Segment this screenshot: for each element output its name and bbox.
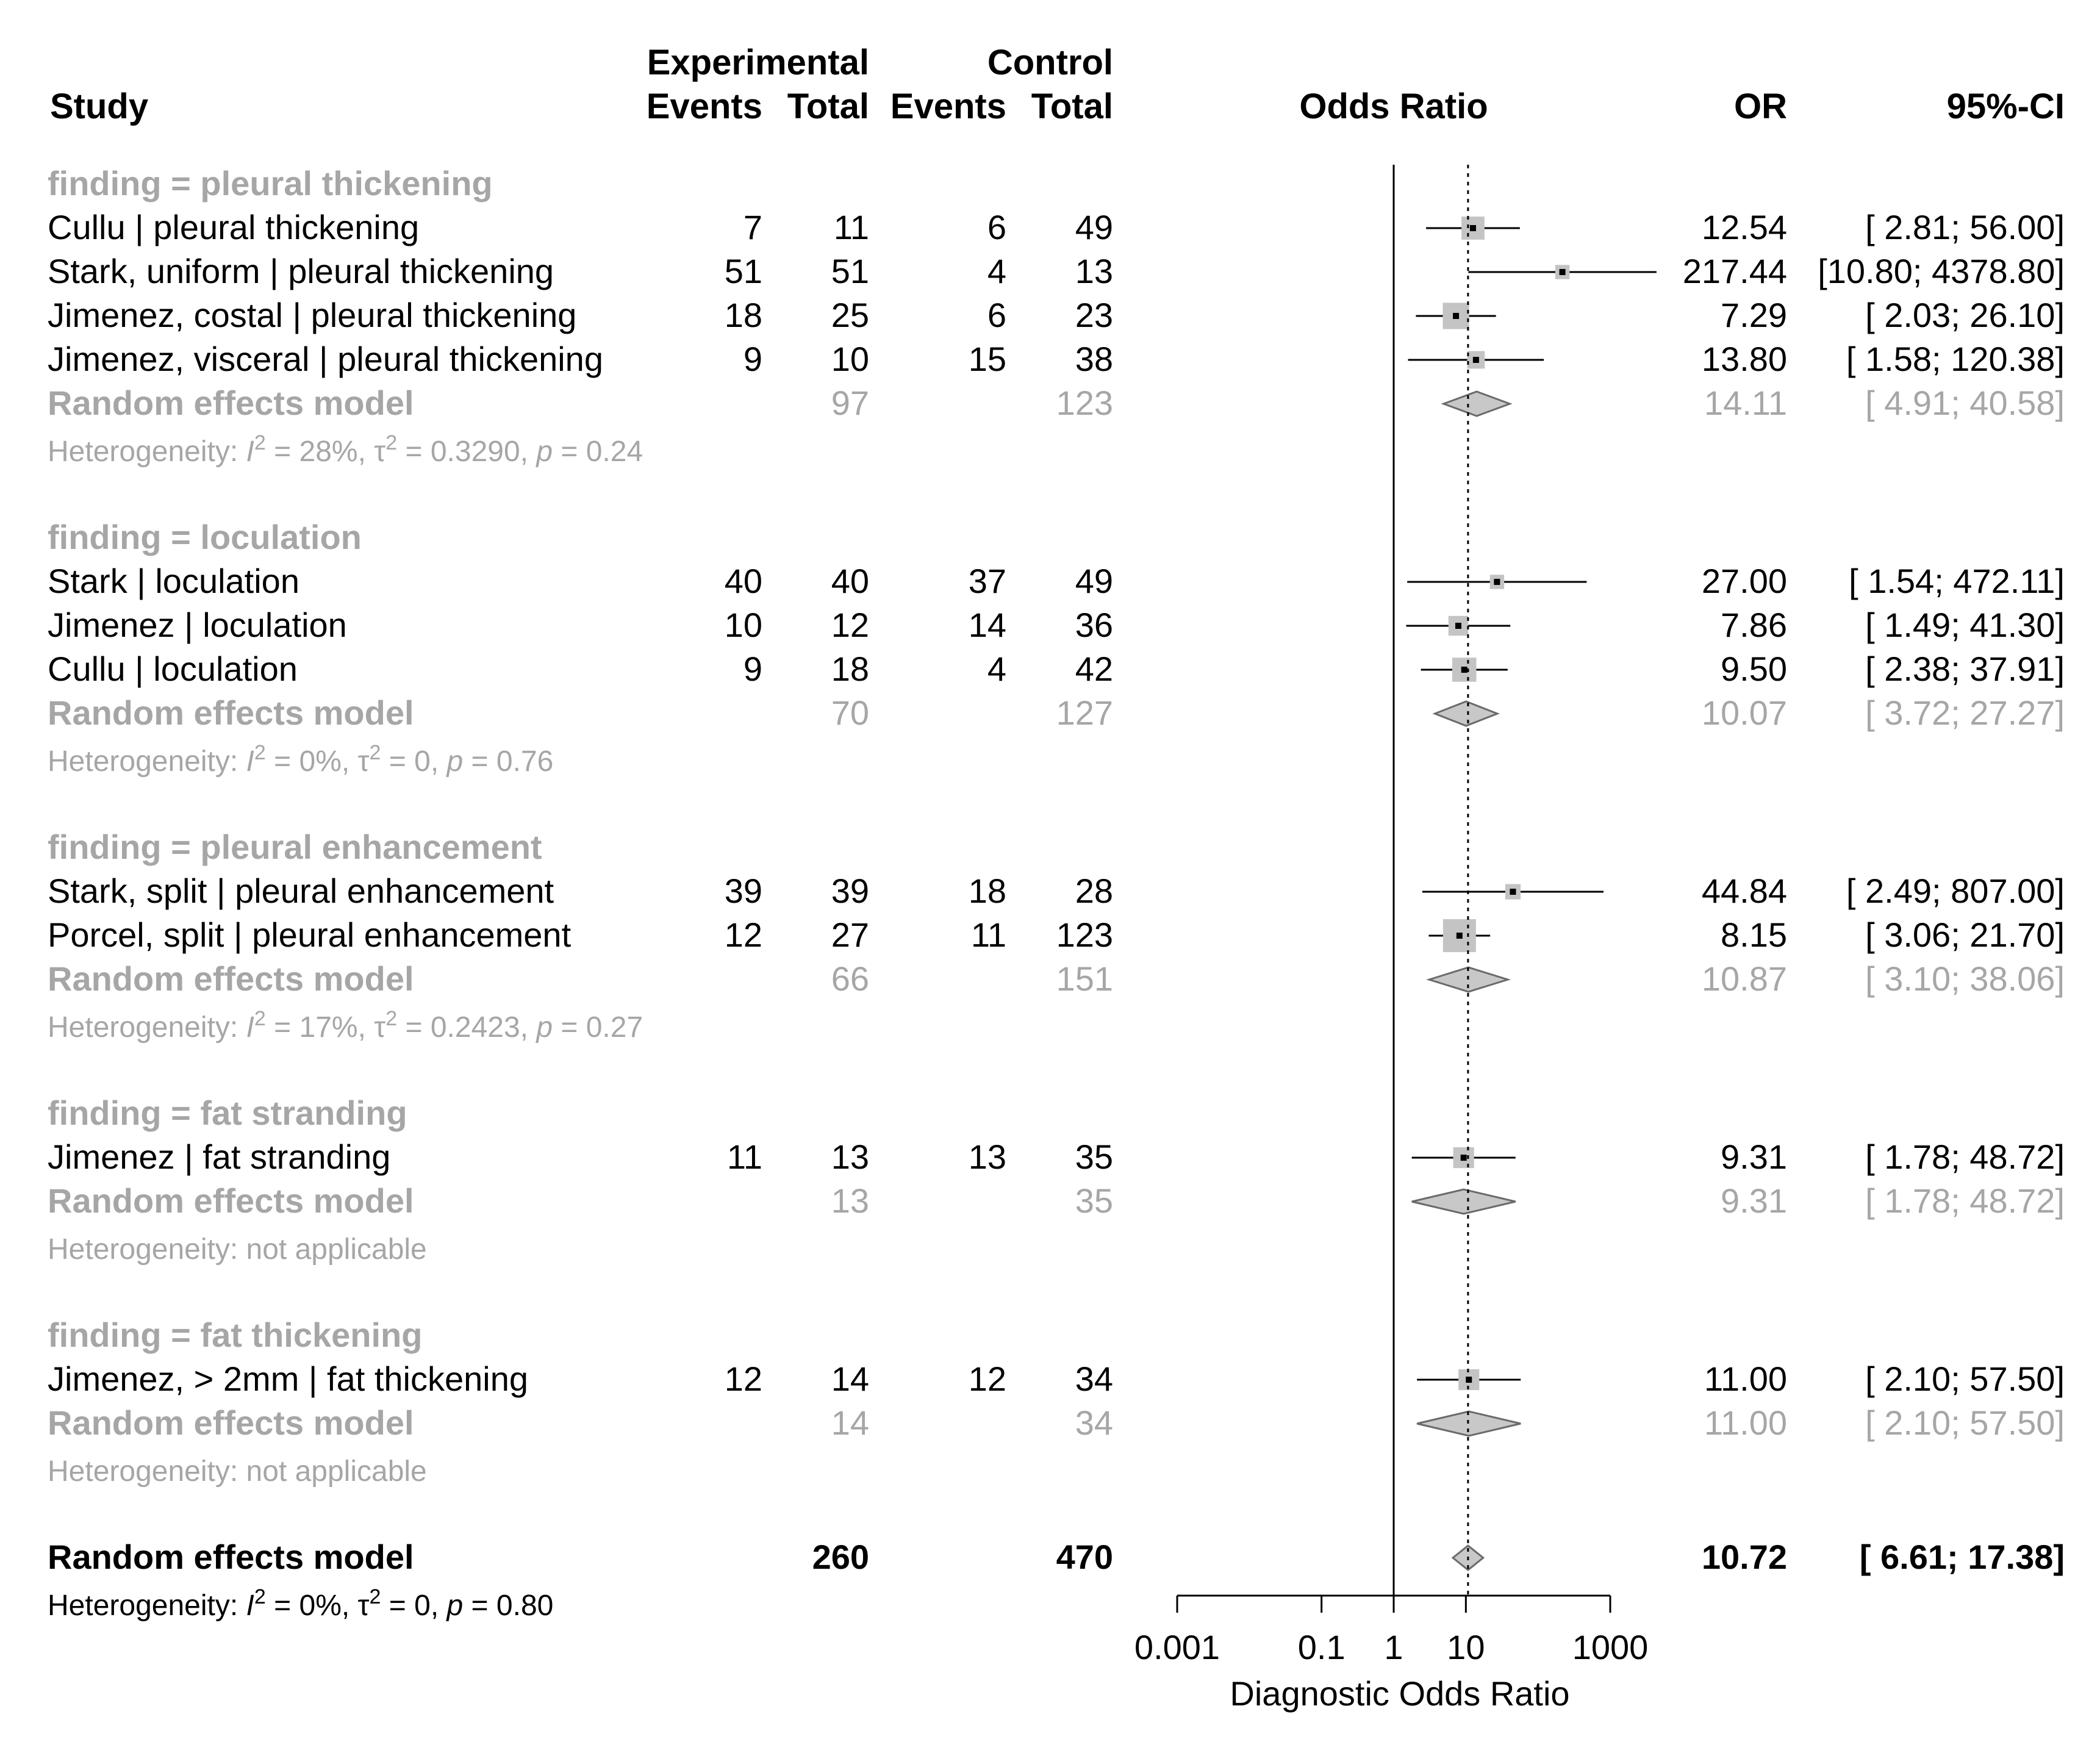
study-point (1461, 667, 1467, 673)
ctrl-total: 23 (1075, 296, 1113, 334)
study-label: Jimenez, > 2mm | fat thickening (48, 1360, 528, 1398)
x-axis-label: Diagnostic Odds Ratio (1230, 1674, 1570, 1713)
subgroup-heterogeneity: Heterogeneity: $I^2 = 28\%$, $\tau^2 = 0.3290$, p = 0.24 (48, 431, 643, 468)
subgroup-ci: [ 2.10; 57.50] (1865, 1403, 2065, 1442)
study-label: Stark, split | pleural enhancement (48, 872, 554, 910)
study-or: 12.54 (1701, 208, 1787, 246)
exp-total: 18 (831, 650, 869, 688)
ctrl-total: 42 (1075, 650, 1113, 688)
subgroup-or: 9.31 (1721, 1181, 1787, 1220)
study-ci: [ 3.06; 21.70] (1865, 916, 2065, 954)
subgroup-or: 10.07 (1701, 694, 1787, 732)
exp-events: 12 (724, 1360, 762, 1398)
header-exp-events: Events (646, 87, 762, 126)
group-title: finding = fat stranding (48, 1094, 407, 1132)
study-or: 9.50 (1721, 650, 1787, 688)
table-header (50, 43, 2065, 126)
subgroup-exp-total: 14 (831, 1403, 869, 1442)
subgroup-model-label: Random effects model (48, 694, 414, 732)
exp-total: 10 (831, 340, 869, 378)
study-rows (48, 164, 2065, 1622)
ctrl-events: 14 (968, 606, 1006, 644)
subgroup-heterogeneity: Heterogeneity: $I^2 = 17\%$, $\tau^2 = 0.2423$, p = 0.27 (48, 1007, 643, 1044)
subgroup-ctrl-total: 127 (1056, 694, 1113, 732)
x-tick-label: 1 (1384, 1628, 1403, 1666)
group-title: finding = fat thickening (48, 1316, 423, 1354)
overall-or: 10.72 (1701, 1538, 1787, 1576)
study-or: 27.00 (1701, 562, 1787, 600)
exp-events: 9 (743, 650, 762, 688)
study-label: Jimenez, visceral | pleural thickening (48, 340, 603, 378)
header-odds-ratio: Odds Ratio (1299, 87, 1488, 126)
header-ctrl-events: Events (890, 87, 1006, 126)
subgroup-model-label: Random effects model (48, 384, 414, 422)
group-title: finding = pleural thickening (48, 164, 493, 203)
header-experimental: Experimental (647, 43, 869, 82)
study-label: Jimenez | fat stranding (48, 1138, 391, 1176)
header-study: Study (50, 87, 149, 126)
ctrl-total: 49 (1075, 208, 1113, 246)
x-tick-label: 0.1 (1297, 1628, 1346, 1666)
plot-area (1134, 165, 1657, 1713)
group-title: finding = loculation (48, 518, 362, 556)
subgroup-model-label: Random effects model (48, 1403, 414, 1442)
ctrl-total: 38 (1075, 340, 1113, 378)
ctrl-events: 37 (968, 562, 1006, 600)
exp-events: 40 (724, 562, 762, 600)
study-or: 13.80 (1701, 340, 1787, 378)
overall-heterogeneity: Heterogeneity: $I^2 = 0\%$, $\tau^2 = 0$, p = 0.80 (48, 1585, 554, 1622)
overall-model-label: Random effects model (48, 1538, 414, 1576)
study-point (1494, 579, 1500, 585)
study-point (1510, 889, 1516, 895)
subgroup-ctrl-total: 151 (1056, 959, 1113, 998)
exp-total: 51 (831, 252, 869, 290)
exp-total: 11 (833, 208, 869, 246)
ctrl-events: 11 (970, 916, 1006, 954)
study-ci: [ 2.38; 37.91] (1865, 650, 2065, 688)
subgroup-diamond (1435, 701, 1497, 726)
ctrl-events: 15 (968, 340, 1006, 378)
header-control: Control (987, 43, 1113, 82)
subgroup-ctrl-total: 123 (1056, 384, 1113, 422)
ctrl-total: 28 (1075, 872, 1113, 910)
subgroup-model-label: Random effects model (48, 1181, 414, 1220)
study-point (1560, 269, 1566, 275)
study-ci: [10.80; 4378.80] (1818, 252, 2065, 290)
ctrl-events: 6 (987, 296, 1006, 334)
study-label: Jimenez, costal | pleural thickening (48, 296, 577, 334)
subgroup-ci: [ 3.72; 27.27] (1865, 694, 2065, 732)
exp-events: 10 (724, 606, 762, 644)
study-ci: [ 2.03; 26.10] (1865, 296, 2065, 334)
study-ci: [ 1.58; 120.38] (1846, 340, 2065, 378)
ctrl-total: 49 (1075, 562, 1113, 600)
study-label: Stark | loculation (48, 562, 299, 600)
exp-total: 13 (831, 1138, 869, 1176)
ctrl-events: 4 (987, 650, 1006, 688)
subgroup-exp-total: 70 (831, 694, 869, 732)
header-ci: 95%-CI (1946, 87, 2065, 126)
subgroup-exp-total: 97 (831, 384, 869, 422)
study-or: 44.84 (1701, 872, 1787, 910)
study-or: 217.44 (1682, 252, 1787, 290)
exp-events: 12 (724, 916, 762, 954)
study-label: Cullu | loculation (48, 650, 298, 688)
study-point (1470, 225, 1476, 231)
ctrl-events: 18 (968, 872, 1006, 910)
subgroup-diamond (1444, 392, 1510, 416)
ctrl-events: 12 (968, 1360, 1006, 1398)
exp-total: 39 (831, 872, 869, 910)
exp-total: 25 (831, 296, 869, 334)
exp-events: 7 (743, 208, 762, 246)
study-point (1455, 623, 1461, 629)
study-point (1457, 933, 1463, 939)
exp-total: 27 (831, 916, 869, 954)
subgroup-or: 11.00 (1704, 1403, 1787, 1442)
ctrl-total: 36 (1075, 606, 1113, 644)
ctrl-total: 123 (1056, 916, 1113, 954)
exp-events: 11 (726, 1138, 762, 1176)
study-or: 11.00 (1704, 1360, 1787, 1398)
exp-events: 9 (743, 340, 762, 378)
subgroup-model-label: Random effects model (48, 959, 414, 998)
subgroup-or: 10.87 (1701, 959, 1787, 998)
group-title: finding = pleural enhancement (48, 828, 542, 866)
x-tick-label: 10 (1447, 1628, 1485, 1666)
study-ci: [ 1.78; 48.72] (1865, 1138, 2065, 1176)
exp-total: 12 (831, 606, 869, 644)
subgroup-ctrl-total: 34 (1075, 1403, 1113, 1442)
study-or: 8.15 (1721, 916, 1787, 954)
ctrl-events: 13 (968, 1138, 1006, 1176)
x-tick-label: 0.001 (1134, 1628, 1220, 1666)
study-label: Cullu | pleural thickening (48, 208, 420, 246)
subgroup-exp-total: 66 (831, 959, 869, 998)
study-point (1473, 357, 1479, 363)
study-label: Jimenez | loculation (48, 606, 347, 644)
overall-ci: [ 6.61; 17.38] (1859, 1538, 2065, 1576)
x-tick-label: 1000 (1572, 1628, 1649, 1666)
study-or: 7.86 (1721, 606, 1787, 644)
ctrl-total: 13 (1075, 252, 1113, 290)
study-ci: [ 2.81; 56.00] (1865, 208, 2065, 246)
study-label: Stark, uniform | pleural thickening (48, 252, 554, 290)
overall-exp-total: 260 (812, 1538, 869, 1576)
exp-events: 18 (724, 296, 762, 334)
exp-events: 51 (724, 252, 762, 290)
subgroup-or: 14.11 (1704, 384, 1787, 422)
subgroup-heterogeneity: Heterogeneity: $I^2 = 0\%$, $\tau^2 = 0$, p = 0.76 (48, 741, 554, 778)
header-exp-total: Total (787, 87, 869, 126)
subgroup-heterogeneity: Heterogeneity: not applicable (48, 1455, 427, 1488)
overall-ctrl-total: 470 (1056, 1538, 1113, 1576)
study-ci: [ 2.49; 807.00] (1846, 872, 2065, 910)
study-or: 7.29 (1721, 296, 1787, 334)
study-ci: [ 1.54; 472.11] (1849, 562, 2065, 600)
ctrl-total: 35 (1075, 1138, 1113, 1176)
subgroup-exp-total: 13 (831, 1181, 869, 1220)
header-ctrl-total: Total (1031, 87, 1113, 126)
ctrl-total: 34 (1075, 1360, 1113, 1398)
exp-total: 40 (831, 562, 869, 600)
header-or: OR (1734, 87, 1787, 126)
subgroup-ci: [ 4.91; 40.58] (1865, 384, 2065, 422)
study-point (1461, 1155, 1467, 1161)
subgroup-ci: [ 3.10; 38.06] (1865, 959, 2065, 998)
ctrl-events: 6 (987, 208, 1006, 246)
subgroup-ctrl-total: 35 (1075, 1181, 1113, 1220)
subgroup-heterogeneity: Heterogeneity: not applicable (48, 1233, 427, 1266)
study-ci: [ 2.10; 57.50] (1865, 1360, 2065, 1398)
study-label: Porcel, split | pleural enhancement (48, 916, 572, 954)
exp-total: 14 (831, 1360, 869, 1398)
exp-events: 39 (724, 872, 762, 910)
study-or: 9.31 (1721, 1138, 1787, 1176)
study-point (1453, 313, 1459, 319)
subgroup-diamond (1412, 1189, 1516, 1214)
subgroup-ci: [ 1.78; 48.72] (1865, 1181, 2065, 1220)
study-ci: [ 1.49; 41.30] (1865, 606, 2065, 644)
ctrl-events: 4 (987, 252, 1006, 290)
